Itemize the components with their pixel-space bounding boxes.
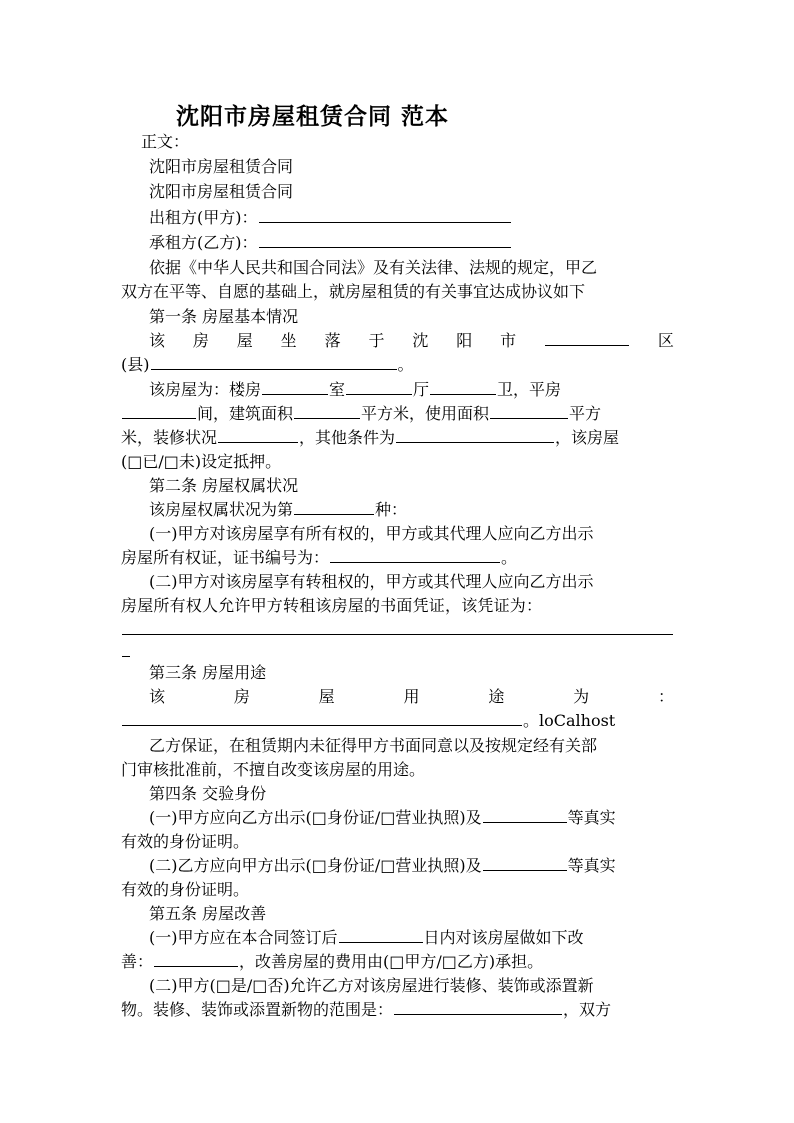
- article-heading: 第二条 房屋权属状况: [149, 476, 299, 495]
- text-line: 沈阳市房屋租赁合同: [149, 157, 294, 176]
- written-proof-blank-tail: [122, 640, 130, 657]
- identity-line: (一)甲方应向乙方出示(□身份证/□营业执照)及 等真实: [149, 808, 616, 827]
- improvement-content-blank[interactable]: [154, 950, 238, 967]
- text-line: 乙方保证，在租赁期内未征得甲方书面同意以及按规定经有关部: [149, 736, 598, 755]
- text-line: 房屋所有权人允许甲方转租该房屋的书面凭证，该凭证为：: [121, 596, 543, 615]
- usage-blank[interactable]: [122, 709, 522, 726]
- location-line-2: (县) 。: [121, 355, 414, 374]
- improvement-days-blank[interactable]: [339, 926, 423, 943]
- lessee-label: 承租方(乙方)：: [149, 233, 258, 252]
- certificate-number-blank[interactable]: [330, 546, 500, 563]
- usage-line-2: 。loCalhost: [121, 709, 674, 733]
- lessor-blank[interactable]: [259, 206, 511, 223]
- ownership-type-line: 该房屋权属状况为第 种：: [149, 500, 408, 519]
- decoration-blank[interactable]: [218, 426, 298, 443]
- ownership-type-blank[interactable]: [294, 498, 374, 515]
- decoration-line: 米，装修状况 ，其他条件为 ，该房屋: [121, 428, 620, 447]
- text-line: (二)甲方(□是/□否)允许乙方对该房屋进行装修、装饰或添置新: [149, 976, 594, 995]
- text-line: 正文：: [141, 132, 190, 151]
- district-blank[interactable]: [545, 329, 629, 346]
- lessee-line: [121, 231, 674, 255]
- party-a-id-blank[interactable]: [483, 806, 567, 823]
- building-area-blank[interactable]: [294, 402, 360, 419]
- lessor-label: 出租方(甲方)：: [149, 208, 258, 227]
- certificate-line: 房屋所有权证，证书编号为： 。: [121, 548, 518, 567]
- usage-line: 该 房 屋 用 途 为 ：: [149, 687, 674, 706]
- lessee-blank[interactable]: [259, 231, 511, 248]
- text-line: 双方在平等、自愿的基础上，就房屋租赁的有关事宜达成协议如下: [121, 282, 586, 301]
- article-heading: 第四条 交验身份: [149, 784, 267, 803]
- article-heading: 第三条 房屋用途: [149, 663, 267, 682]
- written-proof-blank[interactable]: [122, 618, 673, 635]
- document-title: 沈阳市房屋租赁合同 范本: [176, 103, 450, 130]
- improvement-line: (一)甲方应在本合同签订后 日内对该房屋做如下改: [149, 928, 584, 947]
- location-line: 该 房 屋 坐 落 于 沈 阳 市 区: [149, 331, 674, 350]
- text-line: (一)甲方对该房屋享有所有权的，甲方或其代理人应向乙方出示: [149, 524, 594, 543]
- lessor-line: [121, 206, 674, 230]
- article-heading: 第五条 房屋改善: [149, 904, 267, 923]
- other-conditions-blank[interactable]: [396, 426, 554, 443]
- improvement-line-2: 善： ，改善房屋的费用由(□甲方/□乙方)承担。: [121, 952, 544, 971]
- decoration-scope-line: 物。装修、装饰或添置新物的范围是： ，双方: [121, 1000, 612, 1019]
- text-line: 有效的身份证明。: [121, 832, 250, 851]
- baths-blank[interactable]: [430, 378, 496, 395]
- text-line: (□已/□未)设定抵押。: [121, 452, 282, 471]
- identity-line: (二)乙方应向甲方出示(□身份证/□营业执照)及 等真实: [149, 856, 616, 875]
- article-heading: 第一条 房屋基本情况: [149, 307, 299, 326]
- bungalow-blank[interactable]: [122, 402, 196, 419]
- address-blank[interactable]: [151, 353, 397, 370]
- text-line: 沈阳市房屋租赁合同: [149, 182, 294, 201]
- halls-blank[interactable]: [346, 378, 412, 395]
- room-line: 该房屋为：楼房 室 厅 卫，平房: [149, 380, 562, 399]
- text-line: 有效的身份证明。: [121, 880, 250, 899]
- area-line: 间，建筑面积 平方米，使用面积 平方: [121, 402, 674, 426]
- rooms-blank[interactable]: [262, 378, 328, 395]
- party-b-id-blank[interactable]: [483, 854, 567, 871]
- decoration-scope-blank[interactable]: [394, 998, 562, 1015]
- text-line: 门审核批准前，不擅自改变该房屋的用途。: [121, 760, 426, 779]
- text-line: (二)甲方对该房屋享有转租权的，甲方或其代理人应向乙方出示: [149, 572, 594, 591]
- usable-area-blank[interactable]: [490, 402, 568, 419]
- text-line: 依据《中华人民共和国合同法》及有关法律、法规的规定，甲乙: [149, 258, 598, 277]
